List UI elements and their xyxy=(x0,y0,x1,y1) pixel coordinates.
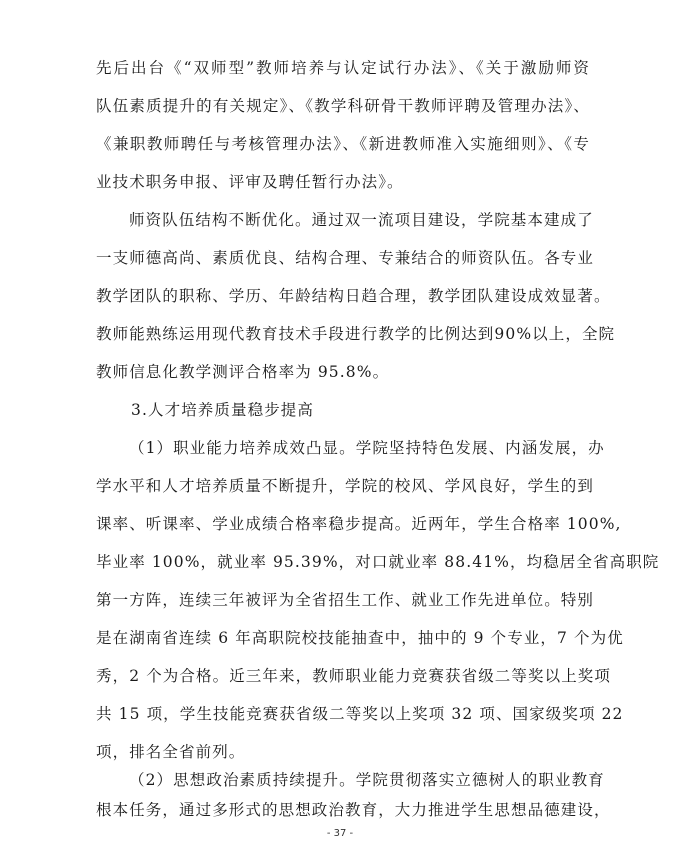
text-line: 共 15 项，学生技能竞赛获省级二等奖以上奖项 32 项、国家级奖项 22 xyxy=(96,705,624,723)
text-line: （2）思想政治素质持续提升。学院贯彻落实立德树人的职业教育 xyxy=(129,771,605,789)
text-line: 课率、听课率、学业成绩合格率稳步提高。近两年，学生合格率 100%, xyxy=(96,515,622,533)
text-line: 学水平和人才培养质量不断提升，学院的校风、学风良好，学生的到 xyxy=(96,477,595,495)
text-line: 《兼职教师聘任与考核管理办法》、《新进教师准入实施细则》、《专 xyxy=(96,135,590,153)
text-line: 根本任务，通过多形式的思想政治教育，大力推进学生思想品德建设， xyxy=(96,801,611,819)
text-line: 师资队伍结构不断优化。通过双一流项目建设，学院基本建成了 xyxy=(129,211,594,229)
section-heading: 3.人才培养质量稳步提高 xyxy=(131,401,314,419)
text-line: 是在湖南省连续 6 年高职院校技能抽查中，抽中的 9 个专业，7 个为优 xyxy=(96,629,624,647)
page-number: - 37 - xyxy=(326,828,354,839)
text-line: 秀，2 个为合格。近三年来，教师职业能力竞赛获省级二等奖以上奖项 xyxy=(96,667,611,685)
text-line: （1）职业能力培养成效凸显。学院坚持特色发展、内涵发展，办 xyxy=(129,439,605,457)
text-line: 业技术职务申报、评审及聘任暂行办法》。 xyxy=(96,173,404,191)
text-line: 项，排名全省前列。 xyxy=(96,743,246,761)
text-line: 先后出台《“双师型”教师培养与认定试行办法》、《关于激励师资 xyxy=(96,59,590,77)
text-line: 教师能熟练运用现代教育技术手段进行教学的比例达到90%以上，全院 xyxy=(96,325,616,343)
text-line: 教学团队的职称、学历、年龄结构日趋合理，教学团队建设成效显著。 xyxy=(96,287,611,305)
text-line: 第一方阵，连续三年被评为全省招生工作、就业工作先进单位。特别 xyxy=(96,591,595,609)
text-line: 一支师德高尚、素质优良、结构合理、专兼结合的师资队伍。各专业 xyxy=(96,249,595,267)
text-line: 毕业率 100%，就业率 95.39%，对口就业率 88.41%，均稳居全省高职院 xyxy=(96,553,660,571)
text-line: 队伍素质提升的有关规定》、《教学科研骨干教师评聘及管理办法》、 xyxy=(96,97,590,115)
text-line: 教师信息化教学测评合格率为 95.8%。 xyxy=(96,363,390,381)
